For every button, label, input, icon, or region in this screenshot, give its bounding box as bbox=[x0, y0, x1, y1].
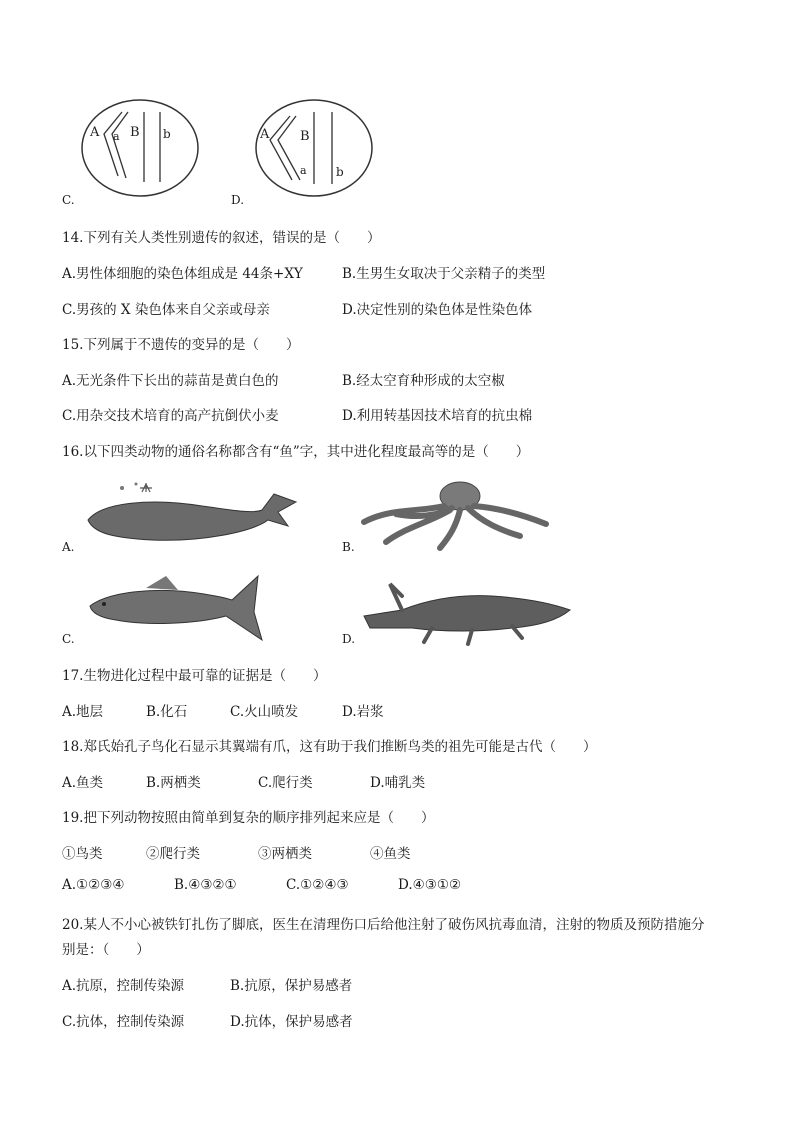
allele-label: b bbox=[336, 165, 344, 179]
q19-option-c[interactable]: C.①②④③ bbox=[286, 877, 349, 893]
q19-option-a[interactable]: A.①②③④ bbox=[62, 877, 125, 893]
q18-option-b[interactable]: B.两栖类 bbox=[146, 775, 201, 791]
allele-label: B bbox=[130, 125, 140, 140]
q15-option-d[interactable]: D.利用转基因技术培育的抗虫棉 bbox=[342, 408, 533, 424]
q20-option-a[interactable]: A.抗原，控制传染源 bbox=[62, 978, 185, 994]
q14-option-c[interactable]: C.男孩的 X 染色体来自父亲或母亲 bbox=[62, 302, 270, 318]
q16-option-a[interactable]: A. bbox=[62, 540, 75, 554]
q15-option-c[interactable]: C.用杂交技术培育的高产抗倒伏小麦 bbox=[62, 408, 279, 424]
q16-option-d[interactable]: D. bbox=[342, 632, 356, 646]
q19-option-d[interactable]: D.④③①② bbox=[398, 877, 462, 893]
allele-label: a bbox=[113, 130, 120, 143]
q19-item-3: ③两栖类 bbox=[258, 846, 312, 862]
q19-item-2: ②爬行类 bbox=[146, 846, 200, 862]
question-16-stem: 16.以下四类动物的通俗名称都含有“鱼”字，其中进化程度最高等的是（ ） bbox=[62, 444, 530, 460]
q13-option-d-label: D. bbox=[231, 193, 245, 207]
q17-option-b[interactable]: B.化石 bbox=[146, 704, 188, 720]
allele-label: a bbox=[300, 164, 307, 177]
q17-option-d[interactable]: D.岩浆 bbox=[342, 704, 384, 720]
allele-label: A bbox=[260, 127, 270, 142]
question-19-stem: 19.把下列动物按照由简单到复杂的顺序排列起来应是（ ） bbox=[62, 810, 435, 826]
q18-option-c[interactable]: C.爬行类 bbox=[258, 775, 313, 791]
allele-label: B bbox=[300, 129, 310, 144]
q18-option-a[interactable]: A.鱼类 bbox=[62, 775, 104, 791]
q20-option-c[interactable]: C.抗体，控制传染源 bbox=[62, 1014, 185, 1030]
q19-item-4: ④鱼类 bbox=[370, 846, 411, 862]
q16-option-b[interactable]: B. bbox=[342, 540, 355, 554]
allele-label: A bbox=[90, 125, 100, 140]
question-18-stem: 18.郑氏始孔子鸟化石显示其翼端有爪，这有助于我们推断鸟类的祖先可能是古代（ ） bbox=[62, 739, 597, 755]
question-20-stem-continued: 别是：（ ） bbox=[62, 942, 150, 958]
q19-option-b[interactable]: B.④③②① bbox=[174, 877, 237, 893]
q13-option-c-label: C. bbox=[62, 193, 75, 207]
question-20-stem: 20.某人不小心被铁钉扎伤了脚底，医生在清理伤口后给他注射了破伤风抗毒血清，注射的物质及预防措施分 bbox=[62, 917, 705, 933]
q17-option-c[interactable]: C.火山喷发 bbox=[230, 704, 299, 720]
question-14-stem: 14.下列有关人类性别遗传的叙述，错误的是（ ） bbox=[62, 230, 381, 246]
q18-option-d[interactable]: D.哺乳类 bbox=[370, 775, 426, 791]
q20-option-d[interactable]: D.抗体，保护易感者 bbox=[230, 1014, 353, 1030]
q14-option-b[interactable]: B.生男生女取决于父亲精子的类型 bbox=[342, 266, 546, 282]
q14-option-a[interactable]: A.男性体细胞的染色体组成是 44条+XY bbox=[62, 266, 303, 282]
q15-option-b[interactable]: B.经太空育种形成的太空椒 bbox=[342, 373, 505, 389]
question-17-stem: 17.生物进化过程中最可靠的证据是（ ） bbox=[62, 668, 327, 684]
q20-option-b[interactable]: B.抗原，保护易感者 bbox=[230, 978, 353, 994]
q16-option-c[interactable]: C. bbox=[62, 632, 75, 646]
q17-option-a[interactable]: A.地层 bbox=[62, 704, 104, 720]
question-15-stem: 15.下列属于不遗传的变异的是（ ） bbox=[62, 337, 300, 353]
q15-option-a[interactable]: A.无光条件下长出的蒜苗是黄白色的 bbox=[62, 373, 279, 389]
q14-option-d[interactable]: D.决定性别的染色体是性染色体 bbox=[342, 302, 533, 318]
q19-item-1: ①鸟类 bbox=[62, 846, 103, 862]
allele-label: b bbox=[163, 127, 171, 141]
